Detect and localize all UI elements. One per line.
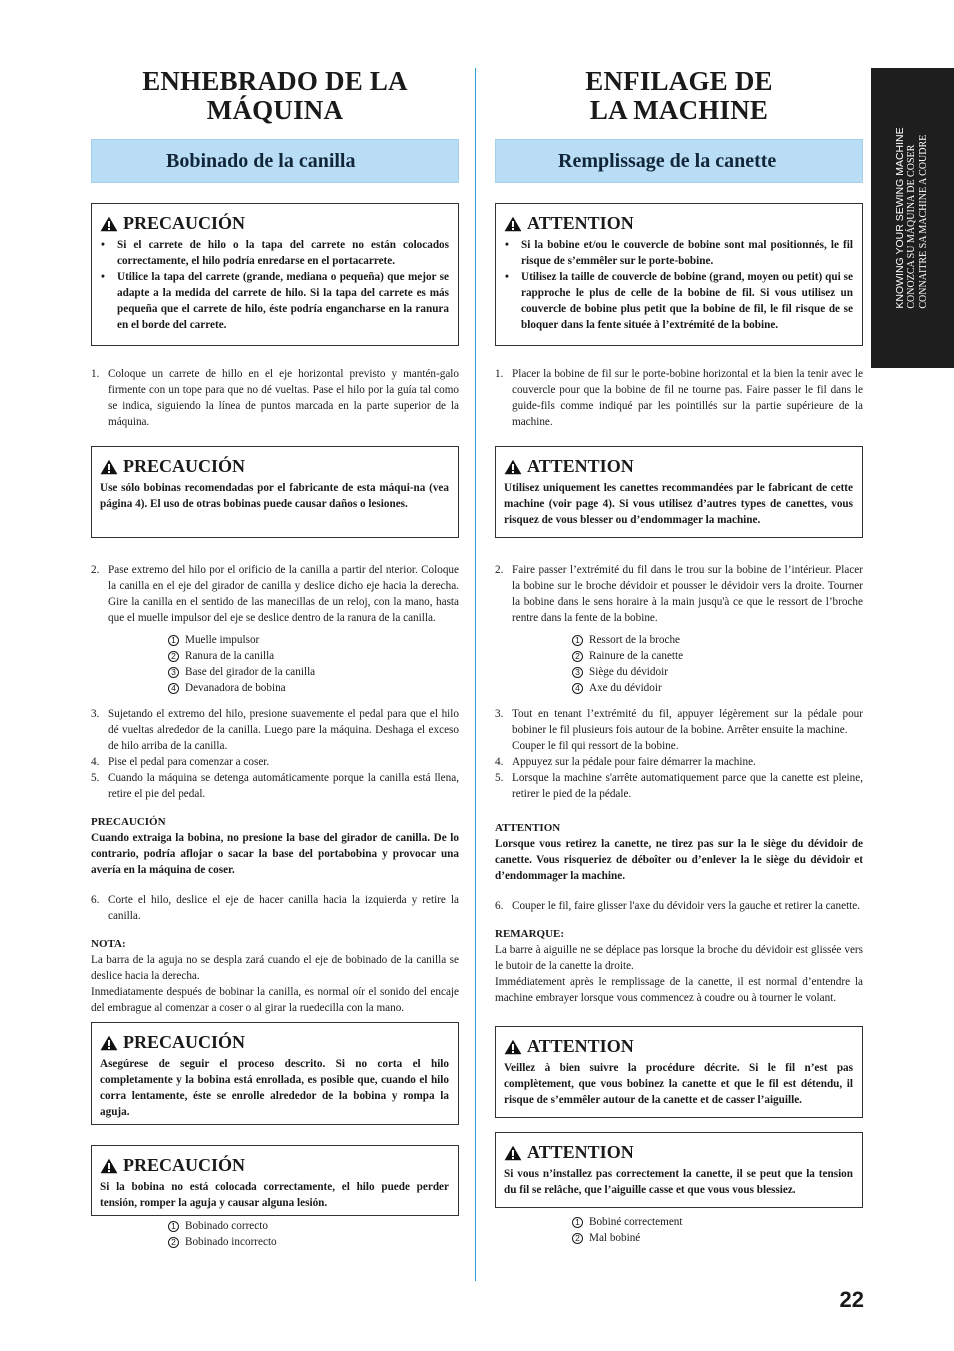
french-caution-box-1: ATTENTION • Si la bobine et/ou le couvercle de bobine sont mal positionnés, le fil risque de s’emmêler sur le porte-bobine. • Utilisez la taille de couvercle de bobine (grand, moyen ou petit) qui se rapproche le plus de celle de la bobine de fil. Si vous utilisez un couvercle de bobine plus petit que la bobine de fil, le fil risque de se bloquer dans la fente située à l’extrémité de la bobine. [495,203,863,346]
spanish-step-2: 2. Pase extremo del hilo por el orificio de la canilla a partir del nterior. Coloque la canilla en el eje del girador de canilla y deslice dicho eje hacia la derecha. Gire la canilla en el sentido de las manecillas de un reloj, con la mano, hasta que el muelle impulsor del eje se deslice dentro de la ranura de la canilla. [91,564,459,624]
warning-icon [100,459,118,475]
side-tab-spanish: CONOZCA SU MÁQUINA DE COSER [906,144,917,309]
part-item: 1 Muelle impulsor [168,632,459,648]
spanish-nota-text-2: Inmediatamente después de bobinar la canilla, es normal oír el sonido del encaje del embrague al comenzar a coser o al girar la ruedecilla con la mano. [91,986,459,1014]
part-item: 2 Mal bobiné [572,1230,863,1246]
part-item: 3 Siège du dévidoir [572,664,863,680]
french-column [495,62,863,1256]
spanish-caution-box-1 [91,203,459,346]
part-item: 1 Ressort de la broche [572,632,863,648]
french-remarque-text-1: La barre à aiguille ne se déplace pas lorsque la broche du dévidoir est glissée vers le butoir de la canette la droite. [495,944,863,972]
french-section-band [495,139,863,183]
part-item: 1 Bobinado correcto [168,1218,459,1234]
spanish-parts-list-2 [168,1218,459,1250]
spanish-note-text: Cuando extraiga la bobina, no presione la base del girador de canilla. De lo contrario, podría aflojar o sacar la base del portabobina y provocar una avería en la máquina de coser. [91,832,459,876]
french-title: ENFILAGE DE LA MACHINE [585,66,773,125]
french-section-title: Remplissage de la canette [558,149,777,172]
french-step-6: 6. Couper le fil, faire glisser l'axe du dévidoir vers la gauche et retirer la canette. [495,900,861,912]
warning-icon [100,1035,118,1051]
part-item: 4 Axe du dévidoir [572,680,863,696]
french-note-text: Lorsque vous retirez la canette, ne tirez pas sur la le siège du dévidoir de canette. Vous risqueriez de déboîter ou d’enlever la le siège du dévidoir et d’endommager la machine. [495,838,863,882]
page-number: 22 [839,1287,864,1312]
spanish-step-6: 6. Corte el hilo, deslice el eje de hacer canilla hacia la izquierda y retire la canilla. [91,894,459,922]
warning-icon [504,1145,522,1161]
part-item: 3 Base del girador de la canilla [168,664,459,680]
warning-icon [100,1158,118,1174]
spanish-caution-box-3: PRECAUCIÓN Asegúrese de seguir el proceso descrito. Si no corta el hilo completamente y la bobina está enrollada, es posible que, cuando el hilo corra lentamente, éste se enrolle alrededor de la bobina y rompa la aguja. [91,1022,459,1125]
french-note-heading: ATTENTION [495,822,561,834]
warning-icon [504,1039,522,1055]
french-caution-box-3: ATTENTION Veillez à bien suivre la procédure décrite. Si le fil n’est pas complètement, que vous bobinez la canette et que le fil est détendu, il risque de s’emmêler autour de la canette et de casser l’aiguille. [495,1026,863,1118]
part-item: 4 Devanadora de bobina [168,680,459,696]
french-step-2: 2. Faire passer l’extrémité du fil dans le trou sur la bobine de l’intérieur. Placer la bobine sur le broche dévidoir et pousser le dévidoir vers la droite. Tourner la bobine dans le sens horaire à la main jusqu'à ce que le ressort de l’broche rentre dans la fente de la bobine. [495,564,863,624]
warning-icon [504,216,522,232]
spanish-caution-box-2: PRECAUCIÓN Use sólo bobinas recomendadas por el fabricante de esta máqui-na (vea página 4). El uso de otras bobinas puede causar daños o lesiones. [91,446,459,538]
spanish-nota-heading: NOTA: [91,938,126,950]
spanish-title: ENHEBRADO DE LA MÁQUINA [142,66,408,125]
spanish-steps-3-5: 3. Sujetando el extremo del hilo, presione suavemente el pedal para que el hilo dé vueltas alrededor de la canilla. Luego pare la máquina. Deshaga el exceso de hilo arriba de la canilla. 4. Pise el pedal para comenzar a coser. 5. Cuando la máquina se detenga automáticamente porque la canilla está llena, retire el pie del pedal. [91,708,459,800]
french-caution-box-2: ATTENTION Utilisez uniquement les canettes recommandées par le fabricant de cette machine (voir page 4). Si vous utilisez d’autres types de canettes, vous risquez de vous blesser ou d’endommager la machine. [495,446,863,538]
caution-title: PRECAUCIÓN [100,213,449,234]
caution-list [100,237,449,333]
french-remarque-heading: REMARQUE: [495,928,565,940]
spanish-section-title: Bobinado de la canilla [166,149,356,172]
spanish-step-1: 1. Coloque un carrete de hillo en el eje horizontal previsto y mantén-galo firmente con un tope para que no dé vueltas. Pase el hilo por la guía tal como se indica, siguiendo la línea de puntos marcada en la parte superior de la máquina. [91,368,459,428]
chapter-side-tab [871,68,954,368]
caution-item: • Si la bobine et/ou le couvercle de bobine sont mal positionnés, le fil risque de s’emmêler sur le porte-bobine. [504,237,853,269]
french-parts-list-2 [572,1214,863,1246]
part-item: 1 Bobiné correctement [572,1214,863,1230]
spanish-caution-box-4: PRECAUCIÓN Si la bobina no está colocada correctamente, el hilo puede perder tensión, romper la aguja y causar alguna lesión. [91,1145,459,1216]
caution-item: • Utilice la tapa del carrete (grande, mediana o pequeña) que mejor se adapte a la medida del carrete de hilo. Si la tapa del carrete es más pequeña que el carrete de hilo, éste podría engancharse en la ranura en el borde del carrete. [100,269,449,333]
french-steps-3-5: 3. Tout en tenant l’extrémité du fil, appuyer légèrement sur la pédale pour bobiner le fil plusieurs fois autour de la bobine. Arrêter ensuite la machine. Couper le fil qui ressort de la bobine. 4. Appuyez sur la pédale pour faire démarrer la machine. 5. Lorsque la machine s'arrête automatiquement parce que la canette est pleine, retirer le pied de la pédale. [495,708,863,800]
caution-item: • Si el carrete de hilo o la tapa del carrete no están colocados correctamente, el hilo podría enredarse en el portacarrete. [100,237,449,269]
spanish-section-band [91,139,459,183]
column-divider [475,68,476,1281]
french-parts-list-1 [572,632,863,696]
caution-text: Use sólo bobinas recomendadas por el fabricante de esta máqui-na (vea página 4). El uso de otras bobinas puede causar daños o lesiones. [100,482,449,510]
spanish-column [91,62,459,1260]
french-step-1: 1. Placer la bobine de fil sur le porte-bobine horizontal et la bien la tenir avec le couvercle pour que la bobine de fil ne tourne pas. Faire passer le fil dans le guide-fils comme indiqué par les pointillés sur la partie supérieure de la machine. [495,368,863,428]
part-item: 2 Bobinado incorrecto [168,1234,459,1250]
spanish-note-heading: PRECAUCIÓN [91,816,166,828]
french-remarque-text-2: Immédiatement après le remplissage de la canette, il est normal d’entendre la machine embrayer lorsque vous commencez à coudre ou à tourner le volant. [495,976,863,1004]
french-caution-box-4: ATTENTION Si vous n’installez pas correctement la canette, il se peut que la tension du fil se relâche, que l’aiguille casse et que vous vous blessiez. [495,1132,863,1208]
side-tab-french: CONNAITRE SA MACHINE A COUDRE [918,134,929,309]
warning-icon [100,216,118,232]
warning-icon [504,459,522,475]
caution-item: • Utilisez la taille de couvercle de bobine (grand, moyen ou petit) qui se rapproche le plus de celle de la bobine de fil. Si vous utilisez un couvercle de bobine plus petit que la bobine de fil, le fil risque de se bloquer dans la fente située à l’extrémité de la bobine. [504,269,853,333]
spanish-nota-text-1: La barra de la aguja no se despla zará cuando el eje de bobinado de la canilla se deslice hacia la derecha. [91,954,459,982]
part-item: 2 Ranura de la canilla [168,648,459,664]
part-item: 2 Rainure de la canette [572,648,863,664]
side-tab-english: KNOWING YOUR SEWING MACHINE [894,127,906,309]
spanish-parts-list-1 [168,632,459,696]
